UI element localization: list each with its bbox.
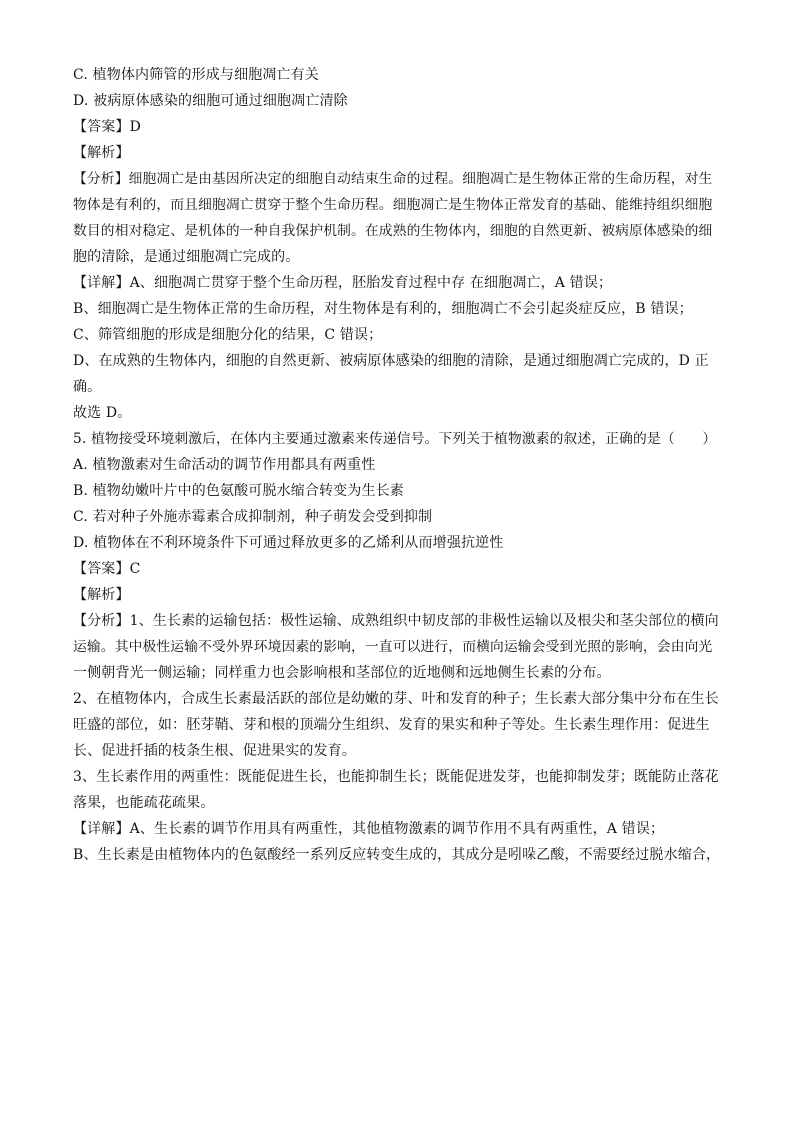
analysis-line: 落果，也能疏花疏果。 [73,795,215,811]
detail-line: B、细胞凋亡是生物体正常的生命历程，对生物体是有利的，细胞凋亡不会引起炎症反应，B 错误； [73,301,693,317]
option-b-line: B. 植物幼嫩叶片中的色氨酸可脱水缩合转变为生长素 [73,483,404,499]
document-page [73,62,721,868]
analysis-line: 物体是有利的，而且细胞凋亡贯穿于整个生命历程。细胞凋亡是生物体正常发育的基础、能维持组织细胞 [73,197,713,213]
analysis-line: 旺盛的部位，如：胚芽鞘、芽和根的顶端分生组织、发育的果实和种子等处。生长素生理作用：促进生 [73,717,710,733]
detail-line: B、生长素是由植物体内的色氨酸经一系列反应转变生成的，其成分是吲哚乙酸，不需要经过脱水缩合， [73,847,721,863]
explanation-heading: 【解析】 [73,587,130,603]
detail-line: C、筛管细胞的形成是细胞分化的结果，C 错误； [73,327,383,343]
analysis-line: 运输。其中极性运输不受外界环境因素的影响，一直可以进行，而横向运输会受到光照的影响，会由向光 [73,639,713,655]
choice-line: 故选 D。 [73,405,132,421]
explanation-heading: 【解析】 [73,145,130,161]
option-a-line: A. 植物激素对生命活动的调节作用都具有两重性 [73,457,376,473]
question-5-stem: 5. 植物接受环境刺激后，在体内主要通过激素来传递信号。下列关于植物激素的叙述，正确的是（ ） [73,431,717,447]
detail-line: 【详解】A、细胞凋亡贯穿于整个生命历程，胚胎发育过程中存 在细胞凋亡，A 错误； [73,275,613,291]
analysis-line: 3、生长素作用的两重性：既能促进生长，也能抑制生长；既能促进发芽，也能抑制发芽；既能防止落花 [73,769,719,785]
detail-line: D、在成熟的生物体内，细胞的自然更新、被病原体感染的细胞的清除，是通过细胞凋亡完成的，D 正 [73,353,709,369]
detail-line: 【详解】A、生长素的调节作用具有两重性，其他植物激素的调节作用不具有两重性，A 错误； [73,821,665,837]
analysis-line: 胞的清除，是通过细胞凋亡完成的。 [73,249,300,265]
analysis-line: 【分析】细胞凋亡是由基因所决定的细胞自动结束生命的过程。细胞凋亡是生物体正常的生命历程，对生 [73,171,713,187]
analysis-line: 2、在植物体内，合成生长素最活跃的部位是幼嫩的芽、叶和发育的种子；生长素大部分集中分布在生长 [73,691,719,707]
answer-line: 【答案】C [73,561,141,577]
option-d-line: D. 植物体在不利环境条件下可通过释放更多的乙烯利从而增强抗逆性 [73,535,504,551]
analysis-line: 一侧朝背光一侧运输；同样重力也会影响根和茎部位的近地侧和远地侧生长素的分布。 [73,665,611,681]
analysis-line: 长、促进扦插的枝条生根、促进果实的发育。 [73,743,356,759]
analysis-line: 【分析】1、生长素的运输包括：极性运输、成熟组织中韧皮部的非极性运输以及根尖和茎尖部位的横向 [73,613,719,629]
option-d-line: D. 被病原体感染的细胞可通过细胞凋亡清除 [73,93,348,109]
option-c-line: C. 植物体内筛管的形成与细胞凋亡有关 [73,67,319,83]
answer-line: 【答案】D [73,119,141,135]
option-c-line: C. 若对种子外施赤霉素合成抑制剂，种子萌发会受到抑制 [73,509,433,525]
analysis-line: 数目的相对稳定、是机体的一种自我保护机制。在成熟的生物体内，细胞的自然更新、被病原体感染的细 [73,223,713,239]
detail-line: 确。 [73,379,102,395]
